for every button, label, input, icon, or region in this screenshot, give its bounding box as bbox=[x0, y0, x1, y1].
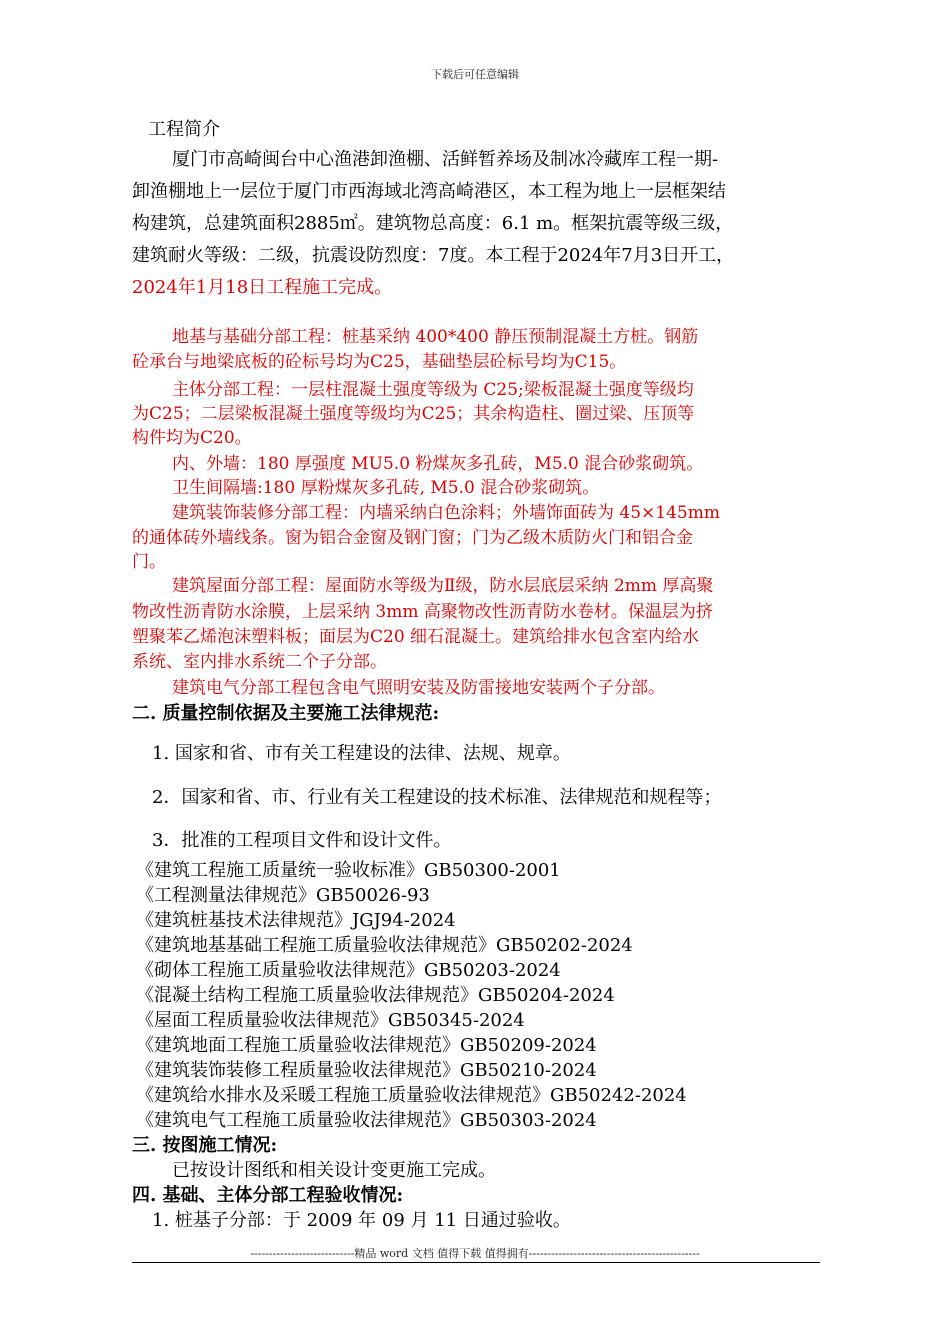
list-item: 3．批准的工程项目文件和设计文件。 bbox=[152, 830, 452, 851]
red-paragraph-line: 物改性沥青防水涂膜，上层采纳 3mm 高聚物改性沥青防水卷材。保温层为挤 bbox=[132, 602, 713, 622]
overview-line: 卸渔棚地上一层位于厦门市西海域北湾高崎港区，本工程为地上一层框架结 bbox=[132, 181, 726, 202]
red-paragraph-line: 系统、室内排水系统二个子分部。 bbox=[132, 652, 387, 672]
standard-item: 《建筑工程施工质量统一验收标准》GB50300-2001 bbox=[136, 860, 561, 881]
standard-item: 《混凝土结构工程施工质量验收法律规范》GB50204-2024 bbox=[136, 985, 615, 1006]
overview-title: 工程简介 bbox=[148, 119, 220, 140]
red-paragraph-line: 地基与基础分部工程：桩基采纳 400*400 静压预制混凝土方桩。钢筋 bbox=[172, 327, 699, 347]
section-text: 已按设计图纸和相关设计变更施工完成。 bbox=[172, 1160, 496, 1181]
standard-item: 《建筑地面工程施工质量验收法律规范》GB50209-2024 bbox=[136, 1035, 597, 1056]
standard-item: 《建筑桩基技术法律规范》JGJ94-2024 bbox=[136, 910, 456, 931]
standard-item: 《建筑电气工程施工质量验收法律规范》GB50303-2024 bbox=[136, 1110, 597, 1131]
section-heading: 三. 按图施工情况: bbox=[132, 1135, 278, 1156]
red-paragraph-line: 主体分部工程：一层柱混凝土强度等级为 C25;梁板混凝土强度等级均 bbox=[172, 380, 694, 400]
standard-item: 《建筑给水排水及采暖工程施工质量验收法律规范》GB50242-2024 bbox=[136, 1085, 687, 1106]
section-heading: 二. 质量控制依据及主要施工法律规范: bbox=[132, 703, 440, 724]
overview-line: 构建筑，总建筑面积2885㎡。建筑物总高度：6.1 m。框架抗震等级三级， bbox=[132, 213, 734, 234]
standard-item: 《屋面工程质量验收法律规范》GB50345-2024 bbox=[136, 1010, 525, 1031]
red-paragraph-line: 建筑电气分部工程包含电气照明安装及防雷接地安装两个子分部。 bbox=[172, 678, 665, 698]
red-paragraph-line: 卫生间隔墙:180 厚粉煤灰多孔砖, M5.0 混合砂浆砌筑。 bbox=[172, 478, 600, 498]
standard-item: 《砌体工程施工质量验收法律规范》GB50203-2024 bbox=[136, 960, 561, 981]
page-footer: ----------------------------精品 word 文档 值得下载 值得拥有---------------------------------------------- bbox=[250, 1247, 700, 1260]
standard-item: 《工程测量法律规范》GB50026-93 bbox=[136, 885, 430, 906]
page-header: 下载后可任意编辑 bbox=[431, 68, 519, 81]
red-paragraph-line: 建筑屋面分部工程：屋面防水等级为Ⅱ级，防水层底层采纳 2mm 厚高聚 bbox=[172, 576, 714, 596]
overview-line: 厦门市高崎闽台中心渔港卸渔棚、活鲜暂养场及制冰冷藏库工程一期- bbox=[172, 149, 719, 170]
footer-divider bbox=[132, 1262, 820, 1263]
standard-item: 《建筑地基基础工程施工质量验收法律规范》GB50202-2024 bbox=[136, 935, 633, 956]
overview-line: 建筑耐火等级：二级，抗震设防烈度：7度。本工程于2024年7月3日开工， bbox=[132, 245, 735, 266]
red-paragraph-line: 建筑装饰装修分部工程：内墙采纳白色涂料；外墙饰面砖为 45×145mm bbox=[172, 503, 720, 523]
list-item: 1. 国家和省、市有关工程建设的法律、法规、规章。 bbox=[152, 743, 571, 764]
red-paragraph-line: 内、外墙：180 厚强度 MU5.0 粉煤灰多孔砖，M5.0 混合砂浆砌筑。 bbox=[172, 454, 704, 474]
standard-item: 《建筑装饰装修工程质量验收法律规范》GB50210-2024 bbox=[136, 1060, 597, 1081]
list-item: 1. 桩基子分部：于 2009 年 09 月 11 日通过验收。 bbox=[152, 1210, 571, 1231]
section-heading: 四. 基础、主体分部工程验收情况: bbox=[132, 1185, 404, 1206]
red-paragraph-line: 砼承台与地梁底板的砼标号均为C25，基础垫层砼标号均为C15。 bbox=[132, 352, 627, 372]
overview-line-completion: 2024年1月18日工程施工完成。 bbox=[132, 277, 393, 298]
red-paragraph-line: 门。 bbox=[132, 552, 166, 572]
red-paragraph-line: 的通体砖外墙线条。窗为铝合金窗及钢门窗；门为乙级木质防火门和铝合金 bbox=[132, 528, 693, 548]
list-item: 2．国家和省、市、行业有关工程建设的技术标准、法律规范和规程等； bbox=[152, 787, 722, 808]
red-paragraph-line: 构件均为C20。 bbox=[132, 428, 252, 448]
red-paragraph-line: 为C25；二层梁板混凝土强度等级均为C25；其余构造柱、圈过梁、压顶等 bbox=[132, 404, 695, 424]
red-paragraph-line: 塑聚苯乙烯泡沫塑料板；面层为C20 细石混凝土。建筑给排水包含室内给水 bbox=[132, 627, 700, 647]
